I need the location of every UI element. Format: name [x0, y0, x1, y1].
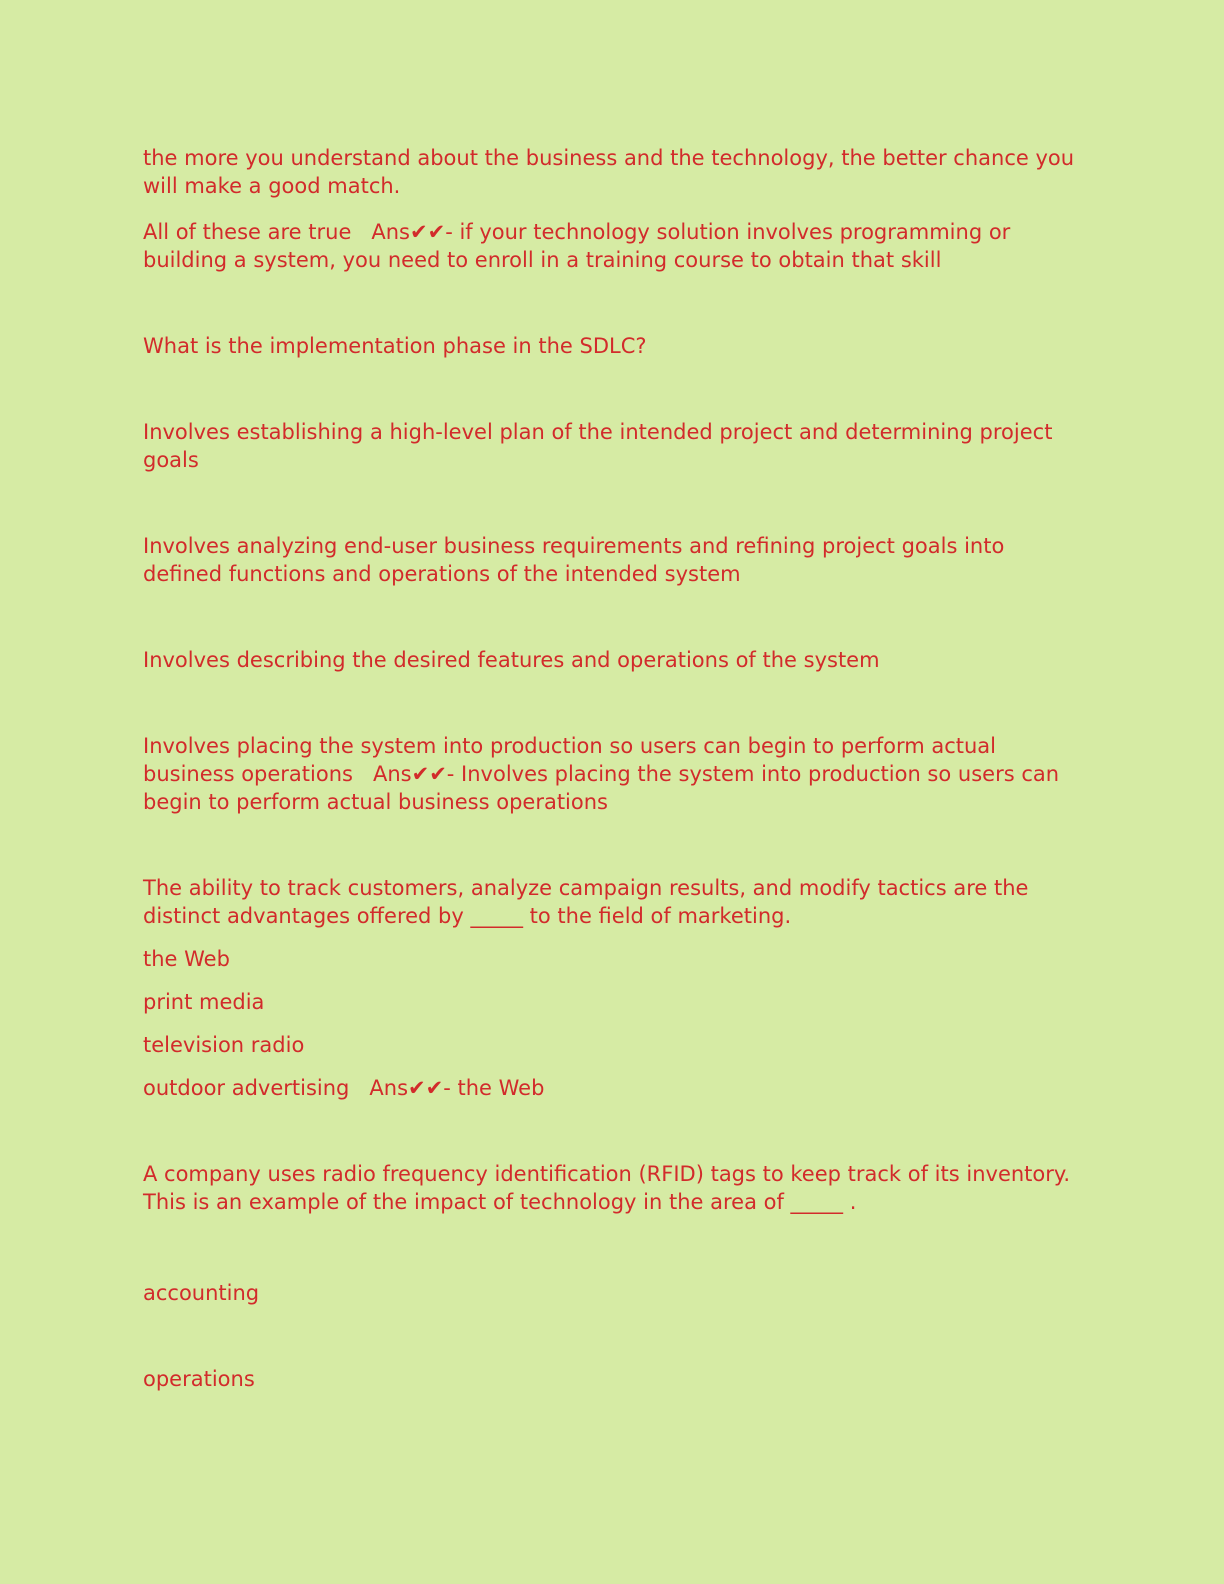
text-continuation-business-technology-match: the more you understand about the business and the technology, the better chance you will make a good match.	[143, 146, 1081, 198]
option-the-web: the Web	[143, 947, 230, 971]
option-implementation-phase-with-answer: Involves placing the system into production so users can begin to perform actual business operations Ans✔✔- Involves placing the system into production so users can begin to perform actual business operations	[143, 734, 1066, 814]
question-implementation-phase-sdlc: What is the implementation phase in the SDLC?	[143, 334, 647, 358]
option-accounting: accounting	[143, 1281, 260, 1305]
question-rfid-technology-area: A company uses radio frequency identification (RFID) tags to keep track of its inventory. This is an example of the impact of technology in the area of _____ .	[143, 1162, 1077, 1214]
option-outdoor-advertising-with-answer: outdoor advertising Ans✔✔- the Web	[143, 1076, 545, 1100]
answer-all-of-these-are-true: All of these are true Ans✔✔- if your technology solution involves programming or building a system, you need to enroll in a training course to obtain that skill	[143, 220, 1017, 272]
option-planning-phase: Involves establishing a high-level plan of the intended project and determining project goals	[143, 420, 1060, 472]
question-marketing-advantages-blank: The ability to track customers, analyze campaign results, and modify tactics are the distinct advantages offered by _____ to the field of marketing.	[143, 876, 1036, 928]
option-analysis-phase: Involves analyzing end-user business requirements and refining project goals into defined functions and operations of the intended system	[143, 534, 1012, 586]
option-operations: operations	[143, 1367, 255, 1391]
option-print-media: print media	[143, 990, 265, 1014]
option-design-phase: Involves describing the desired features and operations of the system	[143, 648, 880, 672]
option-television-radio: television radio	[143, 1033, 305, 1057]
